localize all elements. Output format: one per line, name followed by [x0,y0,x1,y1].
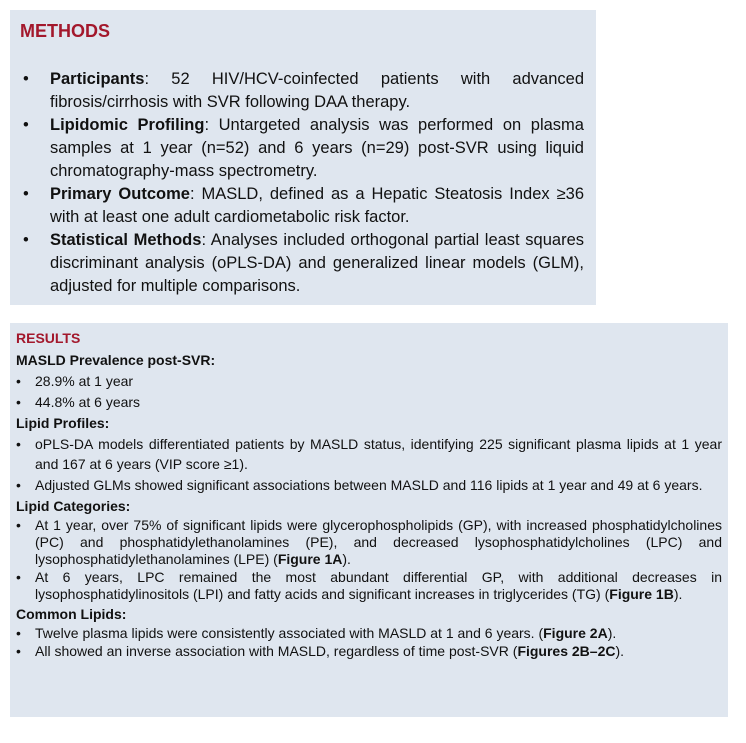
list-item [16,371,722,391]
categories-heading: Lipid Categories: [16,498,131,514]
methods-item-text: : Analyses included orthogonal partial least squares discriminant analysis (oPLS-DA) and generalized linear models (GLM), adjusted for multiple comparisons. [50,231,584,295]
bullet-icon: • [23,116,29,134]
list-item-text: 44.8% at 6 years [35,394,141,410]
methods-title: METHODS [20,21,110,41]
results-title: RESULTS [16,330,81,346]
list-item [16,643,722,660]
common-heading: Common Lipids: [16,606,127,622]
bullet-icon: • [16,394,21,410]
bullet-icon: • [16,436,21,452]
figure-ref: Figure 1B [609,586,674,602]
methods-item-text: : MASLD, defined as a Hepatic Steatosis Index ≥36 with at least one adult cardiometabolic risk factor. [50,185,584,226]
figure-ref: Figures 2B–2C [517,643,616,659]
methods-panel [10,10,596,305]
bullet-icon: • [16,477,21,493]
methods-item-lipidomic-profiling [20,114,584,183]
methods-item-statistical-methods [20,229,584,298]
bullet-icon: • [23,70,29,88]
list-item-text-end: ). [615,643,625,659]
methods-item-label: Lipidomic Profiling [50,116,205,134]
profiles-list [16,434,722,495]
list-item [16,475,722,495]
methods-item-primary-outcome [20,183,584,229]
list-item-text: oPLS-DA models differentiated patients by MASLD status, identifying 225 significant plasma lipids at 1 year and 167 at 6 years (VIP score ≥1). [35,436,722,472]
methods-item-label: Statistical Methods [50,231,202,249]
list-item-text: At 6 years, LPC remained the most abundant differential GP, with additional decreases in lysophosphatidylinositols (LPI) and fatty acids and significant increases in triglycerides (TG) ( [35,569,722,602]
profiles-heading: Lipid Profiles: [16,415,110,431]
figure-ref: Figure 2A [543,625,608,641]
prevalence-list [16,371,722,412]
list-item [16,392,722,412]
list-item [16,569,722,603]
list-item-text: Adjusted GLMs showed significant associations between MASLD and 116 lipids at 1 year and 49 at 6 years. [35,477,703,493]
list-item-text: All showed an inverse association with MASLD, regardless of time post-SVR ( [35,643,518,659]
figure-ref: Figure 1A [277,551,343,567]
list-item-text: At 1 year, over 75% of significant lipids were glycerophospholipids (GP), with increased phosphatidylcholines (PC) and phosphatidylethanolamines (PE), and decreased lysophosphatidylcholines (LPC) and lysophosphatidylethanolamines (LPE) ( [35,517,722,567]
bullet-icon: • [16,625,21,641]
bullet-icon: • [23,185,29,203]
prevalence-heading: MASLD Prevalence post-SVR: [16,352,216,368]
methods-item-label: Primary Outcome [50,185,190,203]
bullet-icon: • [16,373,21,389]
list-item-text-end: ). [673,586,683,602]
methods-item-text: : Untargeted analysis was performed on plasma samples at 1 year (n=52) and 6 years (n=29) post-SVR using liquid chromatography-mass spectrometry. [50,116,584,180]
common-list [16,625,722,660]
bullet-icon: • [16,569,21,585]
methods-item-text: : 52 HIV/HCV-coinfected patients with advanced fibrosis/cirrhosis with SVR following DAA therapy. [50,70,584,111]
bullet-icon: • [16,517,21,533]
list-item-text-end: ). [342,551,351,567]
bullet-icon: • [23,231,29,249]
methods-item-label: Participants [50,70,145,88]
list-item [16,434,722,474]
list-item [16,625,722,642]
categories-list [16,517,722,603]
list-item-text: Twelve plasma lipids were consistently associated with MASLD at 1 and 6 years. ( [35,625,544,641]
list-item-text: 28.9% at 1 year [35,373,134,389]
list-item-text-end: ). [607,625,617,641]
methods-item-participants [20,68,584,114]
methods-list [20,68,586,298]
results-panel [10,323,728,717]
list-item [16,517,722,568]
bullet-icon: • [16,643,21,659]
